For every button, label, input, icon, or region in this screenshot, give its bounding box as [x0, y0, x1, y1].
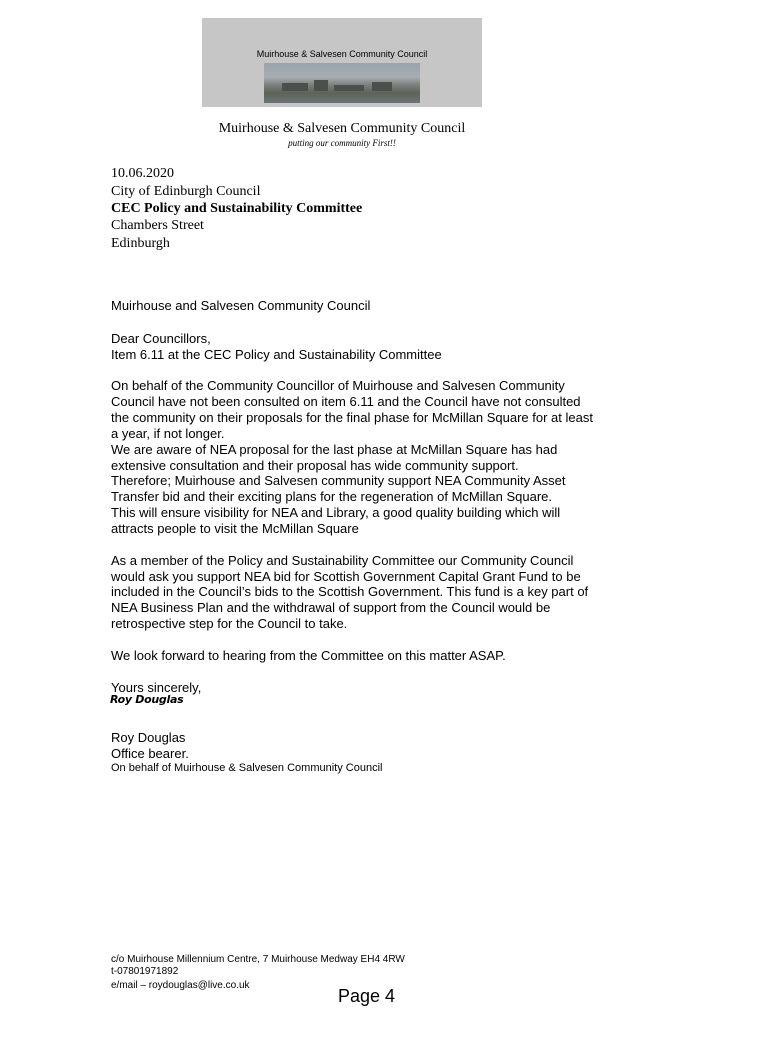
handwritten-signature: Roy Douglas: [110, 693, 184, 706]
paragraph-2-line: would ask you support NEA bid for Scottish Government Capital Grant Fund to be: [111, 569, 581, 584]
footer-phone: t-07801971892: [111, 966, 179, 977]
tagline: putting our community First!!: [288, 138, 396, 148]
banner-title: Muirhouse & Salvesen Community Council: [256, 49, 428, 59]
closing-line: We look forward to hearing from the Committee on this matter ASAP.: [111, 648, 506, 663]
sign-off: Yours sincerely,: [111, 680, 202, 695]
subject-line: Item 6.11 at the CEC Policy and Sustainability Committee: [111, 347, 442, 362]
recipient-street: Chambers Street: [111, 218, 204, 233]
letter-date: 10.06.2020: [111, 166, 174, 181]
footer-address: c/o Muirhouse Millennium Centre, 7 Muirhouse Medway EH4 4RW: [111, 954, 405, 965]
org-title: Muirhouse & Salvesen Community Council: [218, 121, 466, 136]
footer-email: e/mail – roydouglas@live.co.uk: [111, 980, 250, 991]
paragraph-1-line: This will ensure visibility for NEA and Library, a good quality building which will: [111, 505, 561, 520]
sender-name: Muirhouse and Salvesen Community Council: [111, 298, 371, 313]
paragraph-1-line: We are aware of NEA proposal for the last phase at McMillan Square has had: [111, 442, 558, 457]
paragraph-1-line: On behalf of the Community Councillor of Muirhouse and Salvesen Community: [111, 378, 565, 393]
signer-name: Roy Douglas: [111, 730, 186, 745]
paragraph-2-line: NEA Business Plan and the withdrawal of support from the Council would be: [111, 600, 551, 615]
paragraph-1-line: attracts people to visit the McMillan Square: [111, 521, 359, 536]
header-banner: [202, 18, 482, 107]
paragraph-1-line: Therefore; Muirhouse and Salvesen community support NEA Community Asset: [111, 473, 566, 488]
landscape-photo-icon: [264, 63, 420, 103]
recipient-org: City of Edinburgh Council: [111, 184, 261, 199]
paragraph-2-line: included in the Council’s bids to the Scottish Government. This fund is a key part of: [111, 584, 589, 599]
paragraph-2-line: As a member of the Policy and Sustainability Committee our Community Council: [111, 553, 574, 568]
paragraph-1-line: Council have not been consulted on item 6.11 and the Council have not consulted: [111, 394, 581, 409]
recipient-committee: CEC Policy and Sustainability Committee: [111, 201, 363, 216]
salutation: Dear Councillors,: [111, 331, 211, 346]
page-number: Page 4: [338, 986, 396, 1006]
paragraph-1-line: Transfer bid and their exciting plans for the regeneration of McMillan Square.: [111, 489, 553, 504]
paragraph-2-line: retrospective step for the Council to take.: [111, 616, 348, 631]
paragraph-1-line: extensive consultation and their proposal has wide community support.: [111, 458, 519, 473]
paragraph-1-line: a year, if not longer.: [111, 426, 225, 441]
signer-role: Office bearer.: [111, 746, 189, 761]
on-behalf-line: On behalf of Muirhouse & Salvesen Community Council: [111, 762, 383, 774]
recipient-city: Edinburgh: [111, 236, 170, 251]
paragraph-1-line: the community on their proposals for the final phase for McMillan Square for at least: [111, 410, 593, 425]
